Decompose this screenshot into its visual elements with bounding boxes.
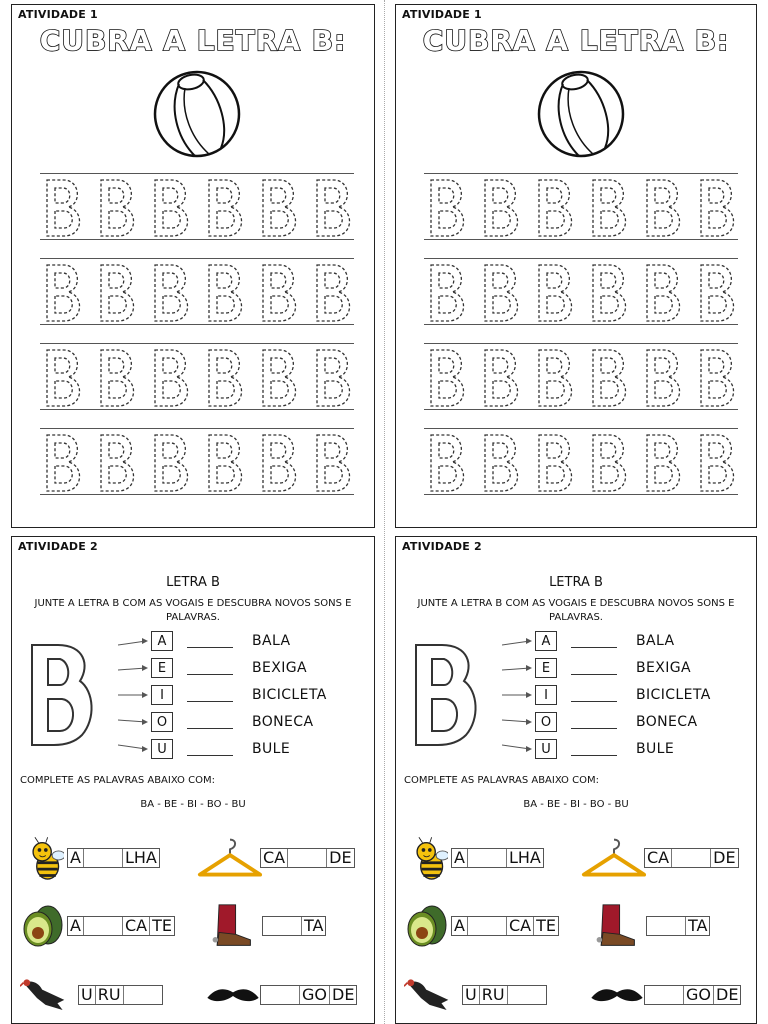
arrow-icon <box>118 743 150 755</box>
word-part: GO <box>684 986 714 1004</box>
word-label: BULE <box>252 741 291 757</box>
trace-letter-b <box>428 178 468 238</box>
word-completion <box>260 848 355 868</box>
word-part: TE <box>152 916 172 935</box>
vowel-box: O <box>151 712 173 732</box>
word-part: DE <box>716 985 739 1004</box>
trace-letter-b <box>44 178 84 238</box>
activity-label: ATIVIDADE 2 <box>402 540 482 553</box>
complete-instruction: COMPLETE AS PALAVRAS ABAIXO COM: <box>20 775 215 786</box>
word-part: DE <box>332 985 355 1004</box>
boot-icon <box>208 903 254 949</box>
arrow-icon <box>502 689 534 701</box>
trace-letter-b <box>644 263 684 323</box>
word-part: DE <box>713 848 736 867</box>
trace-letter-b <box>590 348 630 408</box>
word-completion <box>451 916 559 936</box>
trace-letter-b <box>206 348 246 408</box>
word-part: A <box>452 917 468 935</box>
arrow-icon <box>502 635 534 647</box>
word-completion <box>644 848 739 868</box>
big-letter-b-icon <box>26 639 98 751</box>
trace-row <box>40 173 354 258</box>
word-part: GO <box>300 986 330 1004</box>
trace-row <box>40 258 354 343</box>
hanger-icon <box>196 835 264 885</box>
word-label: BONECA <box>252 714 314 730</box>
word-part: A <box>68 917 84 935</box>
vowel-box: I <box>151 685 173 705</box>
activity1-panel-right <box>395 4 757 528</box>
answer-blank[interactable] <box>187 701 233 702</box>
trace-letter-b <box>44 348 84 408</box>
trace-letter-b <box>260 348 300 408</box>
trace-letter-b <box>152 178 192 238</box>
instruction-text: JUNTE A LETRA B COM AS VOGAIS E DESCUBRA NOVOS SONS E PALAVRAS. <box>417 598 735 623</box>
trace-letter-b <box>152 263 192 323</box>
trace-letter-b <box>98 178 138 238</box>
trace-row <box>424 343 738 428</box>
syllable-blank[interactable] <box>84 917 123 935</box>
bee-icon <box>24 835 64 885</box>
trace-row <box>424 173 738 258</box>
word-part: LHA <box>124 848 157 867</box>
trace-letter-b <box>428 433 468 493</box>
activity2-panel-right <box>395 536 757 1024</box>
word-part: U <box>79 986 96 1004</box>
vowel-box: A <box>151 631 173 651</box>
syllable-blank[interactable] <box>508 986 546 1004</box>
syllable-blank[interactable] <box>647 917 686 935</box>
arrow-icon <box>118 662 150 674</box>
trace-letter-b <box>698 348 738 408</box>
arrow-icon <box>118 689 150 701</box>
word-part: TA <box>688 916 708 935</box>
trace-letter-b <box>536 348 576 408</box>
syllable-blank[interactable] <box>672 849 711 867</box>
section-title: LETRA B <box>549 575 603 590</box>
trace-letter-b <box>152 433 192 493</box>
trace-letter-b <box>428 263 468 323</box>
word-completion <box>646 916 710 936</box>
vowel-box: E <box>535 658 557 678</box>
word-part: TA <box>304 916 324 935</box>
answer-blank[interactable] <box>571 674 617 675</box>
avocado-icon <box>404 903 450 949</box>
trace-letter-b <box>98 263 138 323</box>
section-title: LETRA B <box>166 575 220 590</box>
word-part: CA <box>507 917 534 935</box>
word-completion <box>644 985 741 1005</box>
trace-letter-b <box>260 263 300 323</box>
trace-letter-b <box>590 263 630 323</box>
answer-blank[interactable] <box>187 647 233 648</box>
trace-letter-b <box>314 348 354 408</box>
answer-blank[interactable] <box>187 728 233 729</box>
instruction-text: JUNTE A LETRA B COM AS VOGAIS E DESCUBRA NOVOS SONS E PALAVRAS. <box>34 598 352 623</box>
trace-letter-b <box>644 433 684 493</box>
vowel-box: U <box>151 739 173 759</box>
word-label: BICICLETA <box>252 687 327 703</box>
trace-letter-b <box>206 178 246 238</box>
trace-letter-b <box>206 433 246 493</box>
boot-icon <box>592 903 638 949</box>
word-completion <box>451 848 544 868</box>
word-completion <box>260 985 357 1005</box>
syllable-blank[interactable] <box>468 917 507 935</box>
arrow-icon <box>118 716 150 728</box>
syllable-blank[interactable] <box>261 986 300 1004</box>
avocado-icon <box>20 903 66 949</box>
vulture-icon <box>20 973 66 1013</box>
trace-letter-b <box>698 433 738 493</box>
trace-letter-b <box>482 263 522 323</box>
trace-letter-b <box>44 263 84 323</box>
trace-letter-b <box>98 433 138 493</box>
syllable-blank[interactable] <box>84 849 123 867</box>
trace-letter-b <box>590 178 630 238</box>
syllable-blank[interactable] <box>645 986 684 1004</box>
word-completion <box>462 985 547 1005</box>
trace-letter-b <box>428 348 468 408</box>
word-part: A <box>452 849 468 867</box>
activity-label: ATIVIDADE 1 <box>18 8 98 21</box>
word-completion <box>78 985 163 1005</box>
activity-label: ATIVIDADE 2 <box>18 540 98 553</box>
activity-label: ATIVIDADE 1 <box>402 8 482 21</box>
hanger-icon <box>580 835 648 885</box>
syllable-blank[interactable] <box>263 917 302 935</box>
mustache-icon <box>588 985 646 1007</box>
word-part: A <box>68 849 84 867</box>
trace-letter-b <box>260 178 300 238</box>
word-completion <box>67 848 160 868</box>
trace-letter-b <box>206 263 246 323</box>
trace-row <box>424 428 738 513</box>
trace-letter-b <box>260 433 300 493</box>
trace-letter-b <box>644 178 684 238</box>
trace-letter-b <box>590 433 630 493</box>
vowel-box: E <box>151 658 173 678</box>
page-title: CUBRA A LETRA B: <box>422 24 730 57</box>
arrow-icon <box>502 743 534 755</box>
trace-letter-b <box>698 178 738 238</box>
activity1-panel-left <box>11 4 375 528</box>
page-divider <box>384 0 385 1024</box>
vowel-box: U <box>535 739 557 759</box>
word-label: BALA <box>636 633 675 649</box>
syllables-list: BA - BE - BI - BO - BU <box>140 799 246 810</box>
vowel-box: O <box>535 712 557 732</box>
trace-row <box>424 258 738 343</box>
word-part: RU <box>96 986 124 1004</box>
tracing-area <box>40 173 354 513</box>
trace-letter-b <box>314 178 354 238</box>
trace-letter-b <box>536 263 576 323</box>
word-label: BEXIGA <box>636 660 691 676</box>
vowel-box: I <box>535 685 557 705</box>
trace-row <box>40 428 354 513</box>
word-completion <box>262 916 326 936</box>
trace-letter-b <box>152 348 192 408</box>
word-part: CA <box>123 917 150 935</box>
answer-blank[interactable] <box>571 728 617 729</box>
word-part: CA <box>645 849 672 867</box>
trace-letter-b <box>482 178 522 238</box>
answer-blank[interactable] <box>187 755 233 756</box>
answer-blank[interactable] <box>571 647 617 648</box>
word-part: CA <box>261 849 288 867</box>
word-part: U <box>463 986 480 1004</box>
word-label: BALA <box>252 633 291 649</box>
answer-blank[interactable] <box>187 674 233 675</box>
word-part: RU <box>480 986 508 1004</box>
vulture-icon <box>404 973 450 1013</box>
syllable-blank[interactable] <box>124 986 162 1004</box>
arrow-icon <box>502 662 534 674</box>
activity2-panel-left <box>11 536 375 1024</box>
page-title: CUBRA A LETRA B: <box>39 24 347 57</box>
answer-blank[interactable] <box>571 701 617 702</box>
trace-letter-b <box>536 178 576 238</box>
beach-ball-icon <box>151 68 243 160</box>
word-label: BULE <box>636 741 675 757</box>
trace-letter-b <box>536 433 576 493</box>
mustache-icon <box>204 985 262 1007</box>
trace-row <box>40 343 354 428</box>
word-label: BICICLETA <box>636 687 711 703</box>
complete-instruction: COMPLETE AS PALAVRAS ABAIXO COM: <box>404 775 599 786</box>
bee-icon <box>408 835 448 885</box>
trace-letter-b <box>644 348 684 408</box>
trace-letter-b <box>314 263 354 323</box>
trace-letter-b <box>44 433 84 493</box>
arrow-icon <box>118 635 150 647</box>
word-part: DE <box>329 848 352 867</box>
syllable-blank[interactable] <box>288 849 327 867</box>
syllables-list: BA - BE - BI - BO - BU <box>523 799 629 810</box>
big-letter-b-icon <box>410 639 482 751</box>
word-completion <box>67 916 175 936</box>
word-label: BEXIGA <box>252 660 307 676</box>
trace-letter-b <box>698 263 738 323</box>
beach-ball-icon <box>535 68 627 160</box>
word-part: TE <box>536 916 556 935</box>
word-part: LHA <box>508 848 541 867</box>
tracing-area <box>424 173 738 513</box>
trace-letter-b <box>98 348 138 408</box>
syllable-blank[interactable] <box>468 849 507 867</box>
arrow-icon <box>502 716 534 728</box>
answer-blank[interactable] <box>571 755 617 756</box>
vowel-box: A <box>535 631 557 651</box>
trace-letter-b <box>482 433 522 493</box>
trace-letter-b <box>314 433 354 493</box>
trace-letter-b <box>482 348 522 408</box>
word-label: BONECA <box>636 714 698 730</box>
